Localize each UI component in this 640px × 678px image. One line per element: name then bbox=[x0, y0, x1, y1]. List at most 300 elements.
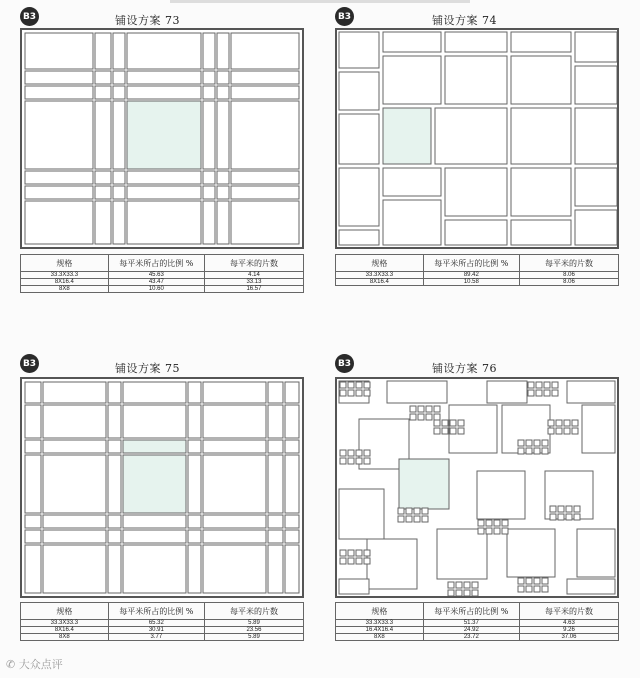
small-tile bbox=[564, 420, 570, 426]
tile-plan-drawing bbox=[22, 30, 302, 247]
small-tile bbox=[542, 586, 548, 592]
cell-ratio: 45.63 bbox=[108, 272, 204, 279]
small-tile bbox=[450, 420, 456, 426]
tile bbox=[575, 210, 617, 245]
table-row bbox=[21, 627, 304, 634]
tile bbox=[203, 201, 215, 244]
tile bbox=[95, 71, 111, 84]
small-tile bbox=[426, 406, 432, 412]
tile bbox=[268, 405, 283, 438]
tile bbox=[123, 455, 186, 513]
tile bbox=[339, 168, 379, 226]
table-row bbox=[336, 279, 619, 286]
small-tile bbox=[526, 440, 532, 446]
tile bbox=[582, 405, 615, 453]
tile bbox=[367, 539, 417, 589]
spec-table bbox=[20, 254, 304, 293]
tile bbox=[188, 405, 201, 438]
spec-table bbox=[335, 602, 619, 641]
small-tile bbox=[364, 550, 370, 556]
spec-table bbox=[20, 602, 304, 641]
cell-pieces: 4.14 bbox=[204, 272, 303, 279]
cell-spec: 8X16.4 bbox=[21, 627, 109, 634]
tile bbox=[43, 530, 106, 543]
small-tile bbox=[356, 458, 362, 464]
small-tile bbox=[434, 420, 440, 426]
cell-spec: 8X8 bbox=[21, 286, 109, 293]
badge: B3 bbox=[20, 7, 39, 26]
tile bbox=[108, 382, 121, 403]
table-row bbox=[336, 272, 619, 279]
tile bbox=[113, 171, 125, 184]
tile bbox=[511, 108, 571, 164]
tile-plan-drawing bbox=[22, 379, 302, 596]
tile-plan-drawing bbox=[337, 379, 617, 596]
small-tile bbox=[464, 590, 470, 596]
tile bbox=[231, 101, 299, 169]
tile bbox=[383, 200, 441, 245]
small-tile bbox=[544, 390, 550, 396]
small-tile bbox=[556, 428, 562, 434]
small-tile bbox=[518, 440, 524, 446]
tile bbox=[43, 455, 106, 513]
tile bbox=[203, 440, 266, 453]
small-tile bbox=[356, 558, 362, 564]
small-tile bbox=[552, 382, 558, 388]
tile bbox=[567, 579, 615, 594]
tile bbox=[575, 66, 617, 104]
tile bbox=[445, 168, 507, 216]
small-tile bbox=[406, 508, 412, 514]
tile bbox=[203, 186, 215, 199]
small-tile bbox=[526, 578, 532, 584]
tile bbox=[25, 186, 93, 199]
tile bbox=[339, 230, 379, 245]
tile bbox=[108, 515, 121, 528]
tile bbox=[339, 489, 384, 539]
small-tile bbox=[340, 550, 346, 556]
tile bbox=[203, 530, 266, 543]
cell-spec: 33.3X33.3 bbox=[21, 272, 109, 279]
tile bbox=[231, 71, 299, 84]
tile bbox=[123, 530, 186, 543]
tile bbox=[188, 530, 201, 543]
cell-spec: 8X8 bbox=[21, 634, 109, 641]
tile bbox=[95, 33, 111, 69]
tile bbox=[25, 33, 93, 69]
tile bbox=[487, 381, 527, 403]
tile bbox=[95, 86, 111, 99]
small-tile bbox=[564, 428, 570, 434]
tile bbox=[577, 529, 615, 577]
tile bbox=[25, 455, 41, 513]
small-tile bbox=[442, 420, 448, 426]
cell-pieces: 33.13 bbox=[204, 279, 303, 286]
small-tile bbox=[526, 586, 532, 592]
tile bbox=[231, 186, 299, 199]
badge: B3 bbox=[335, 7, 354, 26]
table-row bbox=[21, 634, 304, 641]
small-tile bbox=[348, 550, 354, 556]
tile bbox=[285, 405, 299, 438]
cell-spec: 16.4X16.4 bbox=[336, 627, 424, 634]
small-tile bbox=[348, 382, 354, 388]
cell-pieces: 5.89 bbox=[204, 620, 303, 627]
small-tile bbox=[574, 506, 580, 512]
tile bbox=[188, 455, 201, 513]
tile bbox=[188, 440, 201, 453]
small-tile bbox=[364, 558, 370, 564]
small-tile bbox=[434, 428, 440, 434]
col-header-spec: 规格 bbox=[21, 255, 109, 272]
table-row bbox=[21, 286, 304, 293]
cell-ratio: 30.91 bbox=[108, 627, 204, 634]
tile bbox=[575, 108, 617, 164]
table-row bbox=[21, 279, 304, 286]
cell-ratio: 65.32 bbox=[108, 620, 204, 627]
tile bbox=[268, 382, 283, 403]
tile bbox=[511, 220, 571, 245]
tile bbox=[268, 515, 283, 528]
cell-ratio: 3.77 bbox=[108, 634, 204, 641]
tile bbox=[203, 33, 215, 69]
tile bbox=[203, 545, 266, 593]
tile bbox=[188, 382, 201, 403]
tile bbox=[575, 32, 617, 62]
tile bbox=[285, 455, 299, 513]
tile bbox=[203, 515, 266, 528]
cell-ratio: 24.92 bbox=[423, 627, 519, 634]
tile bbox=[95, 186, 111, 199]
tile bbox=[123, 545, 186, 593]
tile bbox=[95, 201, 111, 244]
tile bbox=[203, 171, 215, 184]
table-row bbox=[21, 272, 304, 279]
small-tile bbox=[422, 516, 428, 522]
tile bbox=[25, 530, 41, 543]
tile bbox=[127, 71, 201, 84]
spec-table bbox=[335, 254, 619, 286]
small-tile bbox=[534, 578, 540, 584]
tile bbox=[25, 171, 93, 184]
small-tile bbox=[348, 458, 354, 464]
tile bbox=[445, 220, 507, 245]
table-row bbox=[336, 634, 619, 641]
small-tile bbox=[574, 514, 580, 520]
small-tile bbox=[434, 406, 440, 412]
tile bbox=[217, 171, 229, 184]
tile bbox=[217, 71, 229, 84]
tile bbox=[399, 459, 449, 509]
small-tile bbox=[558, 506, 564, 512]
tile bbox=[339, 72, 379, 110]
small-tile bbox=[526, 448, 532, 454]
small-tile bbox=[364, 450, 370, 456]
tile bbox=[387, 381, 447, 403]
cell-spec: 33.3X33.3 bbox=[336, 272, 424, 279]
small-tile bbox=[548, 420, 554, 426]
tile bbox=[268, 545, 283, 593]
small-tile bbox=[414, 516, 420, 522]
tile bbox=[437, 529, 487, 579]
tile bbox=[203, 455, 266, 513]
table-row bbox=[336, 627, 619, 634]
small-tile bbox=[426, 414, 432, 420]
small-tile bbox=[456, 582, 462, 588]
tile bbox=[339, 579, 369, 594]
col-header-pieces: 每平米的片数 bbox=[204, 603, 303, 620]
tile bbox=[203, 382, 266, 403]
tile bbox=[123, 382, 186, 403]
small-tile bbox=[518, 586, 524, 592]
tile bbox=[25, 405, 41, 438]
cell-ratio: 43.47 bbox=[108, 279, 204, 286]
tile bbox=[268, 530, 283, 543]
col-header-ratio: 每平米所占的比例 % bbox=[108, 603, 204, 620]
tile bbox=[188, 545, 201, 593]
small-tile bbox=[418, 406, 424, 412]
small-tile bbox=[548, 428, 554, 434]
tile bbox=[217, 186, 229, 199]
tile bbox=[123, 440, 186, 453]
tile bbox=[339, 32, 379, 68]
tile bbox=[123, 515, 186, 528]
small-tile bbox=[356, 450, 362, 456]
tile bbox=[188, 515, 201, 528]
tile bbox=[203, 71, 215, 84]
small-tile bbox=[486, 520, 492, 526]
tile bbox=[285, 382, 299, 403]
tile bbox=[113, 186, 125, 199]
cell-pieces: 8.06 bbox=[519, 272, 618, 279]
tile bbox=[231, 171, 299, 184]
tile bbox=[25, 201, 93, 244]
tile bbox=[268, 455, 283, 513]
tile bbox=[95, 171, 111, 184]
small-tile bbox=[422, 508, 428, 514]
watermark-icon: ✆ bbox=[6, 658, 16, 671]
watermark bbox=[6, 656, 63, 672]
table-header-row bbox=[21, 603, 304, 620]
badge: B3 bbox=[20, 354, 39, 373]
watermark-text: 大众点评 bbox=[18, 658, 63, 671]
small-tile bbox=[414, 508, 420, 514]
small-tile bbox=[398, 508, 404, 514]
cell-ratio: 10.60 bbox=[108, 286, 204, 293]
small-tile bbox=[340, 558, 346, 564]
tile bbox=[268, 440, 283, 453]
tile bbox=[435, 108, 507, 164]
small-tile bbox=[472, 582, 478, 588]
col-header-spec: 规格 bbox=[21, 603, 109, 620]
cell-pieces: 8.06 bbox=[519, 279, 618, 286]
table-header-row bbox=[336, 255, 619, 272]
tile bbox=[217, 101, 229, 169]
small-tile bbox=[494, 528, 500, 534]
tile bbox=[127, 201, 201, 244]
small-tile bbox=[534, 586, 540, 592]
table-header-row bbox=[21, 255, 304, 272]
tile bbox=[445, 32, 507, 52]
col-header-pieces: 每平米的片数 bbox=[519, 603, 618, 620]
tile bbox=[113, 33, 125, 69]
small-tile bbox=[398, 516, 404, 522]
cell-spec: 8X16.4 bbox=[21, 279, 109, 286]
small-tile bbox=[340, 390, 346, 396]
small-tile bbox=[434, 414, 440, 420]
small-tile bbox=[472, 590, 478, 596]
table-row bbox=[336, 620, 619, 627]
tile bbox=[477, 471, 525, 519]
small-tile bbox=[406, 516, 412, 522]
col-header-spec: 规格 bbox=[336, 255, 424, 272]
small-tile bbox=[340, 450, 346, 456]
table-row bbox=[21, 620, 304, 627]
col-header-pieces: 每平米的片数 bbox=[204, 255, 303, 272]
tile bbox=[285, 545, 299, 593]
tile bbox=[445, 56, 507, 104]
cell-pieces: 37.06 bbox=[519, 634, 618, 641]
tile bbox=[507, 529, 555, 577]
small-tile bbox=[536, 382, 542, 388]
panel-title: 铺设方案 74 bbox=[432, 14, 497, 27]
tile bbox=[203, 405, 266, 438]
small-tile bbox=[502, 520, 508, 526]
tile bbox=[383, 32, 441, 52]
small-tile bbox=[544, 382, 550, 388]
tile bbox=[231, 201, 299, 244]
small-tile bbox=[536, 390, 542, 396]
cell-ratio: 10.58 bbox=[423, 279, 519, 286]
cell-spec: 8X8 bbox=[336, 634, 424, 641]
tile bbox=[285, 440, 299, 453]
tile-plan bbox=[20, 377, 304, 598]
small-tile bbox=[518, 448, 524, 454]
small-tile bbox=[528, 382, 534, 388]
tile bbox=[383, 56, 441, 104]
small-tile bbox=[528, 390, 534, 396]
small-tile bbox=[448, 590, 454, 596]
tile bbox=[511, 32, 571, 52]
small-tile bbox=[552, 390, 558, 396]
tile bbox=[127, 86, 201, 99]
tile bbox=[217, 33, 229, 69]
small-tile bbox=[494, 520, 500, 526]
small-tile bbox=[572, 428, 578, 434]
tile bbox=[95, 101, 111, 169]
cell-ratio: 23.72 bbox=[423, 634, 519, 641]
col-header-ratio: 每平米所占的比例 % bbox=[423, 603, 519, 620]
tile bbox=[25, 86, 93, 99]
small-tile bbox=[486, 528, 492, 534]
small-tile bbox=[478, 528, 484, 534]
tile bbox=[217, 86, 229, 99]
small-tile bbox=[502, 528, 508, 534]
small-tile bbox=[356, 382, 362, 388]
tile bbox=[25, 101, 93, 169]
tile bbox=[127, 101, 201, 169]
tile bbox=[43, 382, 106, 403]
small-tile bbox=[478, 520, 484, 526]
tile bbox=[25, 71, 93, 84]
panel-title: 铺设方案 75 bbox=[115, 362, 180, 375]
tile bbox=[567, 381, 615, 403]
cell-ratio: 51.37 bbox=[423, 620, 519, 627]
tile bbox=[108, 455, 121, 513]
tile bbox=[127, 171, 201, 184]
small-tile bbox=[348, 390, 354, 396]
cell-pieces: 16.57 bbox=[204, 286, 303, 293]
cell-pieces: 23.56 bbox=[204, 627, 303, 634]
tile bbox=[217, 201, 229, 244]
col-header-spec: 规格 bbox=[336, 603, 424, 620]
tile bbox=[383, 168, 441, 196]
small-tile bbox=[542, 448, 548, 454]
tile bbox=[113, 201, 125, 244]
tile bbox=[285, 530, 299, 543]
tile bbox=[113, 86, 125, 99]
table-header-row bbox=[336, 603, 619, 620]
col-header-pieces: 每平米的片数 bbox=[519, 255, 618, 272]
tile bbox=[108, 405, 121, 438]
small-tile bbox=[458, 428, 464, 434]
tile bbox=[511, 168, 571, 216]
tile-plan-drawing bbox=[337, 30, 617, 247]
tile bbox=[383, 108, 431, 164]
tile bbox=[43, 515, 106, 528]
small-tile bbox=[410, 414, 416, 420]
badge: B3 bbox=[335, 354, 354, 373]
panel-title: 铺设方案 76 bbox=[432, 362, 497, 375]
small-tile bbox=[550, 514, 556, 520]
small-tile bbox=[556, 420, 562, 426]
tile bbox=[25, 382, 41, 403]
small-tile bbox=[464, 582, 470, 588]
tile-plan bbox=[335, 377, 619, 598]
small-tile bbox=[356, 550, 362, 556]
small-tile bbox=[456, 590, 462, 596]
small-tile bbox=[566, 514, 572, 520]
small-tile bbox=[542, 440, 548, 446]
tile bbox=[43, 440, 106, 453]
tile bbox=[108, 530, 121, 543]
small-tile bbox=[442, 428, 448, 434]
small-tile bbox=[348, 558, 354, 564]
tile bbox=[43, 545, 106, 593]
cropped-top-strip bbox=[170, 0, 470, 3]
tile bbox=[231, 33, 299, 69]
small-tile bbox=[534, 440, 540, 446]
tile bbox=[231, 86, 299, 99]
cell-pieces: 9.26 bbox=[519, 627, 618, 634]
small-tile bbox=[550, 506, 556, 512]
small-tile bbox=[448, 582, 454, 588]
small-tile bbox=[572, 420, 578, 426]
small-tile bbox=[364, 390, 370, 396]
tile bbox=[43, 405, 106, 438]
small-tile bbox=[418, 414, 424, 420]
col-header-ratio: 每平米所占的比例 % bbox=[423, 255, 519, 272]
tile-plan bbox=[20, 28, 304, 249]
tile bbox=[203, 86, 215, 99]
small-tile bbox=[518, 578, 524, 584]
small-tile bbox=[340, 458, 346, 464]
small-tile bbox=[364, 458, 370, 464]
tile bbox=[511, 56, 571, 104]
small-tile bbox=[340, 382, 346, 388]
cell-spec: 33.3X33.3 bbox=[21, 620, 109, 627]
tile bbox=[108, 440, 121, 453]
